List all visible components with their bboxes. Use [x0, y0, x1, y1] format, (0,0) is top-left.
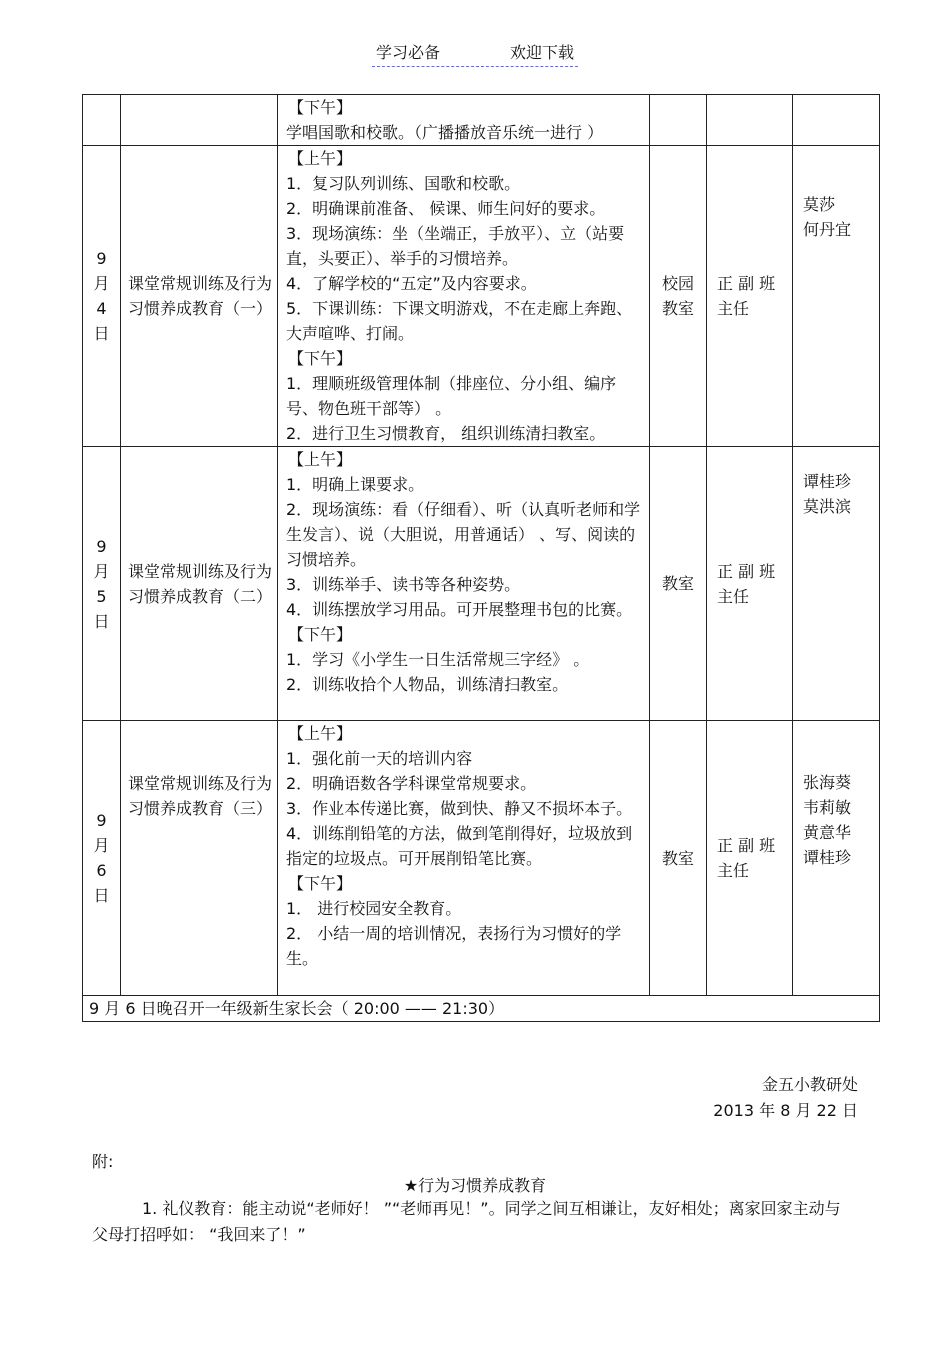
- signature-date: 2013 年 8 月 22 日: [713, 1101, 858, 1120]
- guide-name: 何丹宜: [803, 220, 852, 239]
- responsible-cell: [707, 721, 793, 996]
- attachment-title: ★行为习惯养成教育: [403, 1176, 547, 1195]
- attachment-paragraph: 1. 礼仪教育：能主动说“老师好！ ”“老师再见！”。同学之间互相谦让，友好相处；离家回家主动与父母打招呼如： “我回来了！”: [92, 1199, 841, 1244]
- date-char: 5: [96, 586, 107, 606]
- guide-name: 黄意华: [803, 823, 852, 842]
- guide-name: 谭桂珍: [803, 848, 852, 867]
- content-line: 5．下课训练：下课文明游戏，不在走廊上奔跑、大声喧哗、打闹。: [286, 299, 633, 343]
- header-right-text: 欢迎下载: [510, 43, 575, 62]
- date-char: 月: [93, 561, 110, 581]
- date-char: 9: [96, 249, 107, 268]
- date-cell: [83, 146, 121, 447]
- content-line: 【下午】: [288, 625, 353, 644]
- responsible-text: 主任: [717, 586, 750, 606]
- topic-text: 课堂常规训练及行为习惯养成教育（三）: [128, 774, 273, 818]
- content-line: 2．现场演练：看（仔细看）、听（认真听老师和学生发言）、说（大胆说，用普通话） 、写、阅读的习惯培养。: [286, 500, 641, 569]
- topic-text: 课堂常规训练及行为习惯养成教育（一）: [128, 274, 273, 318]
- content-line: 2．明确课前准备、 候课、师生问好的要求。: [286, 199, 606, 218]
- content-line: 1．学习《小学生一日生活常规三字经》 。: [286, 650, 590, 669]
- place-text: 教室: [661, 574, 694, 593]
- table-row-continued: [83, 95, 880, 146]
- topic-cell: [121, 447, 278, 721]
- responsible-text: 主任: [717, 861, 750, 880]
- content-line: 1． 进行校园安全教育。: [286, 899, 462, 918]
- content-cell: [278, 146, 650, 447]
- content-cell: [278, 447, 650, 721]
- date-char: 9: [96, 811, 107, 830]
- date-char: 9: [96, 536, 107, 556]
- place-text: 校园: [661, 274, 694, 293]
- guide-cell: [793, 447, 880, 721]
- table-row-sep5: [83, 447, 880, 721]
- guide-name: 莫洪滨: [803, 497, 852, 516]
- content-cell: [278, 95, 650, 146]
- responsible-text: 正 副 班: [717, 561, 776, 581]
- content-line: 2．明确语数各学科课堂常规要求。: [286, 774, 537, 793]
- note-text: 9 月 6 日晚召开一年级新生家长会（ 20:00 —— 21:30）: [89, 999, 505, 1018]
- content-cell: [278, 721, 650, 996]
- content-line: 4．了解学校的“五定”及内容要求。: [286, 274, 537, 293]
- responsible-cell: [707, 447, 793, 721]
- content-line: 2． 小结一周的培训情况，表扬行为习惯好的学生。: [286, 924, 622, 968]
- date-char: 6: [96, 861, 107, 880]
- content-line: 3．作业本传递比赛，做到快、静又不损坏本子。: [286, 799, 633, 818]
- content-line: 3．训练举手、读书等各种姿势。: [286, 575, 521, 594]
- responsible-cell: [707, 146, 793, 447]
- responsible-cell: [707, 95, 793, 146]
- note-cell: [83, 996, 880, 1022]
- content-line: 1．明确上课要求。: [286, 475, 425, 494]
- place-cell: [650, 146, 707, 447]
- date-cell: [83, 95, 121, 146]
- guide-name: 谭桂珍: [803, 472, 852, 491]
- guide-name: 韦莉敏: [803, 798, 852, 817]
- place-cell: [650, 721, 707, 996]
- content-line: 3．现场演练：坐（坐端正，手放平）、立（站要直，头要正）、举手的习惯培养。: [286, 224, 625, 268]
- guide-cell: [793, 146, 880, 447]
- table-row-sep6: [83, 721, 880, 996]
- date-char: 月: [93, 836, 110, 855]
- content-line: 1．理顺班级管理体制（排座位、分小组、编序号、物色班干部等） 。: [286, 374, 617, 418]
- content-line: 【下午】: [288, 349, 353, 368]
- date-char: 日: [93, 611, 110, 631]
- date-char: 日: [93, 324, 110, 343]
- topic-text: 课堂常规训练及行为习惯养成教育（二）: [128, 561, 273, 606]
- page-header: [0, 40, 950, 67]
- content-line: 【上午】: [288, 149, 353, 168]
- responsible-text: 正 副 班: [717, 274, 776, 293]
- content-line: 1．强化前一天的培训内容: [286, 749, 473, 768]
- content-line: 【下午】: [288, 98, 353, 117]
- content-line: 学唱国歌和校歌。（广播播放音乐统一进行 ）: [286, 123, 604, 142]
- signature-org: 金五小教研处: [761, 1075, 858, 1094]
- date-char: 日: [93, 886, 110, 905]
- header-left-text: 学习必备: [375, 43, 440, 62]
- date-char: 4: [96, 299, 107, 318]
- place-text: 教室: [661, 848, 694, 868]
- place-cell: [650, 95, 707, 146]
- content-line: 4．训练摆放学习用品。可开展整理书包的比赛。: [286, 600, 633, 619]
- content-line: 【上午】: [288, 724, 353, 743]
- table-row-sep4: [83, 146, 880, 447]
- content-line: 2．进行卫生习惯教育， 组织训练清扫教室。: [286, 424, 606, 443]
- guide-cell: [793, 721, 880, 996]
- topic-cell: [121, 95, 278, 146]
- date-cell: [83, 447, 121, 721]
- guide-cell: [793, 95, 880, 146]
- guide-name: 张海葵: [803, 773, 852, 792]
- content-line: 【下午】: [288, 874, 353, 893]
- header-underline: [372, 40, 578, 67]
- date-char: 月: [93, 274, 110, 293]
- schedule-table: [82, 94, 880, 1022]
- content-line: 【上午】: [288, 450, 353, 469]
- content-line: 2．训练收拾个人物品，训练清扫教室。: [286, 675, 569, 694]
- place-cell: [650, 447, 707, 721]
- place-text: 教室: [661, 299, 694, 318]
- attachment-label: 附:: [92, 1152, 114, 1171]
- date-cell: [83, 721, 121, 996]
- topic-cell: [121, 146, 278, 447]
- guide-name: 莫莎: [803, 195, 836, 214]
- table-row-note: [83, 996, 880, 1022]
- content-line: 1．复习队列训练、国歌和校歌。: [286, 174, 521, 193]
- responsible-text: 主任: [717, 299, 750, 318]
- topic-cell: [121, 721, 278, 996]
- content-line: 4．训练削铅笔的方法，做到笔削得好，垃圾放到指定的垃圾点。可开展削铅笔比赛。: [286, 824, 633, 868]
- responsible-text: 正 副 班: [717, 836, 776, 855]
